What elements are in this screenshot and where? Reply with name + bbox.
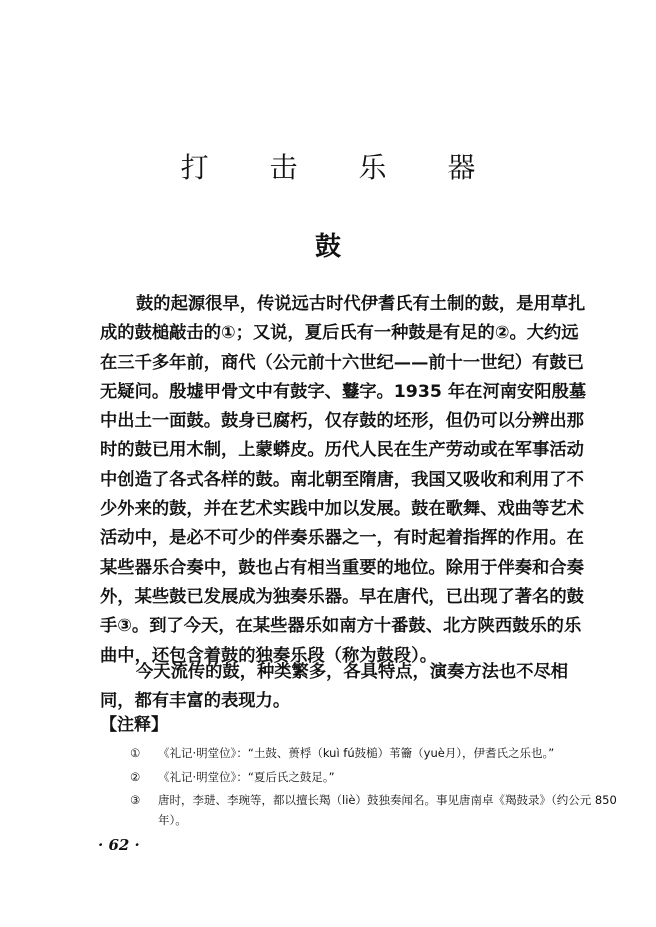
paragraph-line: 曲中，还包含着鼓的独奏乐段（称为鼓段）。: [100, 645, 437, 666]
paragraph-line: 手③。到了今天，在某些器乐如南方十番鼓、北方陕西鼓乐的乐: [100, 616, 582, 637]
paragraph-line: 同，都有丰富的表现力。: [100, 691, 291, 712]
body-paragraph-2: [100, 658, 610, 717]
page-number: · 62 ·: [98, 836, 140, 854]
section-title: 鼓: [314, 232, 341, 262]
paragraph-line: 外，某些鼓已发展成为独奏乐器。早在唐代，已出现了著名的鼓: [100, 586, 584, 607]
paragraph-line: 时的鼓已用木制，上蒙蟒皮。历代人民在生产劳动或在军事活动: [100, 440, 584, 461]
paragraph-line: 在三千多年前，商代（公元前十六世纪——前十一世纪）有鼓已: [100, 352, 584, 373]
footnote-text: 唐时，李琎、李琬等，都以擅长羯（liè）鼓独奏闻名。事见唐南卓《羯鼓录》（约公元 850 年）。: [158, 793, 617, 827]
paragraph-line: 活动中，是必不可少的伴奏乐器之一，有时起着指挥的作用。在: [100, 528, 584, 549]
chapter-title: 打 击 乐 器: [180, 151, 502, 184]
paragraph-line: 中创造了各式各样的鼓。南北朝至隋唐，我国又吸收和利用了不: [100, 469, 584, 490]
footnote-text: 《礼记·明堂位》：“土鼓、蒉桴（kuì fú鼓槌）苇籥（yuè月），伊耆氏之乐也。”: [158, 746, 555, 760]
paragraph-line: 成的鼓槌敲击的①；又说，夏后氏有一种鼓是有足的②。大约远: [100, 323, 579, 344]
footnote-number: ③: [130, 793, 141, 807]
paragraph-line: 少外来的鼓，并在艺术实践中加以发展。鼓在歌舞、戏曲等艺术: [100, 499, 584, 520]
footnote: [130, 743, 620, 763]
paragraph-line: 无疑问。殷墟甲骨文中有鼓字、鼟字。1935 年在河南安阳殷墓: [100, 381, 587, 402]
body-paragraph-1: [100, 290, 610, 671]
paragraph-line: 中出土一面鼓。鼓身已腐朽，仅存鼓的坯形，但仍可以分辨出那: [100, 411, 584, 432]
paragraph-line: 鼓的起源很早，传说远古时代伊耆氏有土制的鼓，是用草扎: [136, 294, 586, 314]
footnote: [130, 790, 620, 830]
notes-heading: 【注释】: [100, 715, 168, 735]
footnote-number: ①: [130, 746, 141, 760]
footnote: [130, 767, 620, 787]
footnote-number: ②: [130, 770, 141, 784]
paragraph-line: 某些器乐合奏中，鼓也占有相当重要的地位。除用于伴奏和合奏: [100, 557, 584, 578]
paragraph-line: 今天流传的鼓，种类繁多，各具特点，演奏方法也不尽相: [136, 662, 569, 682]
footnote-text: 《礼记·明堂位》：“夏后氏之鼓足。”: [158, 770, 335, 784]
